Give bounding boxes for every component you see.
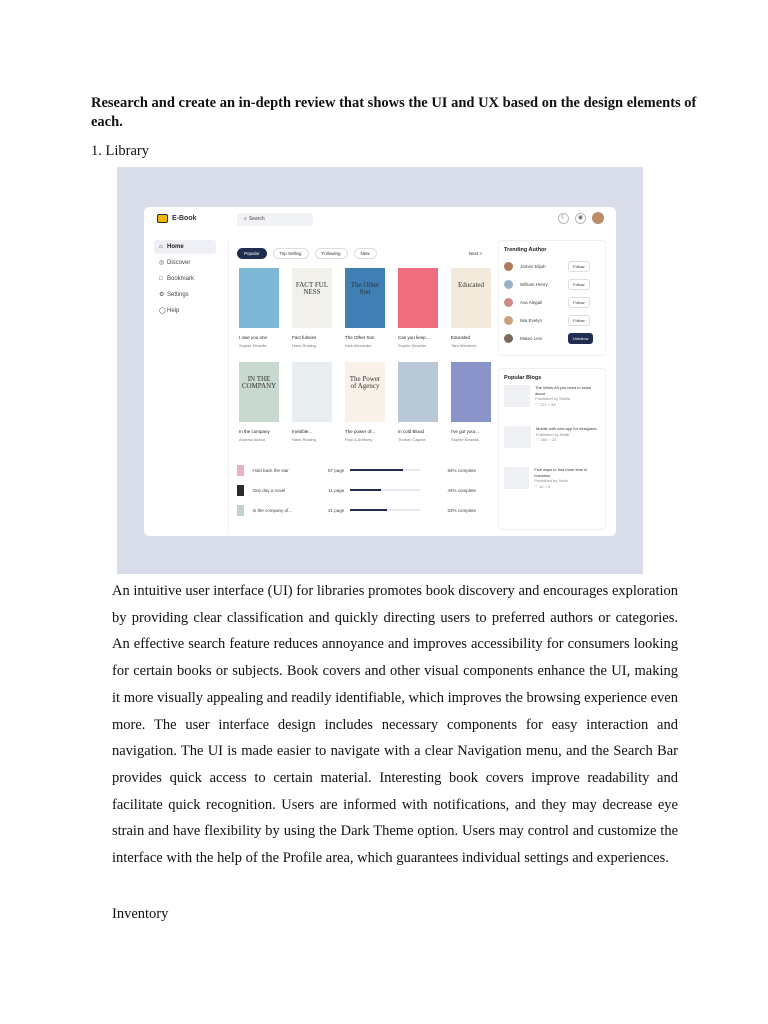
blog-text [536, 426, 596, 463]
blog-title: The Week All you need to know about [535, 385, 592, 396]
blog-stats: ♡ 122 ○ 44 [535, 401, 556, 407]
author-avatar [504, 262, 513, 271]
author-avatar [504, 316, 513, 325]
progress-title: Hold back the star [252, 467, 289, 473]
book-cover[interactable] [451, 268, 491, 328]
blog-thumbnail [504, 385, 530, 407]
unfollow-button[interactable]: Unfollow [568, 333, 593, 344]
blog-author: Published by Sonic [534, 478, 569, 483]
help-icon: ◯ [159, 308, 166, 314]
book-title: In the company [239, 429, 270, 434]
follow-button[interactable]: Follow [568, 297, 590, 308]
book-title: Fact fulness [292, 335, 317, 340]
author-name: James Elijah [520, 263, 546, 269]
blog-stats: ♡ 10 ○ 4 [534, 483, 551, 489]
book-card[interactable] [451, 268, 491, 348]
progress-fill [350, 489, 380, 491]
book-author: Sophie Kinsella [239, 343, 267, 348]
brand-name: E-Book [172, 215, 197, 222]
blog-item[interactable] [499, 422, 605, 463]
blog-stats: ♡ 160 ○ 22 [536, 437, 557, 442]
book-card[interactable] [239, 362, 279, 442]
book-author: Tara Westover [451, 343, 477, 348]
book-cover[interactable] [239, 362, 279, 422]
notification-bell-icon[interactable]: ◉ [575, 213, 586, 224]
book-title: Educated [451, 335, 471, 340]
next-button[interactable]: Next > [468, 251, 482, 256]
book-author: Andrew Author [239, 437, 266, 442]
category-tabs [237, 248, 377, 259]
popular-blogs-panel [498, 368, 606, 530]
book-card[interactable] [292, 268, 332, 348]
book-card[interactable] [345, 362, 385, 442]
book-cover[interactable] [292, 268, 332, 328]
author-list [499, 257, 605, 347]
author-row [499, 311, 605, 329]
progress-thumb [237, 465, 244, 476]
search-input[interactable]: ⌕ Search [237, 213, 313, 226]
book-cover[interactable] [398, 268, 438, 328]
progress-complete: 53% complete [447, 507, 477, 513]
progress-title: One day a novel [252, 487, 286, 493]
book-cover[interactable] [451, 362, 491, 422]
book-card[interactable] [239, 268, 279, 348]
sidebar-item-settings[interactable] [154, 288, 216, 302]
book-card[interactable] [398, 268, 438, 348]
blog-item[interactable] [499, 381, 605, 422]
blog-list [499, 381, 605, 504]
progress-fill [350, 469, 403, 471]
follow-button[interactable]: Follow [568, 315, 590, 326]
progress-thumb [237, 505, 244, 516]
book-row-2 [239, 362, 491, 442]
nav-label: Bookmark [167, 276, 195, 282]
library-screenshot-figure [117, 167, 643, 574]
cover-title: IN THE COMPANY [241, 375, 277, 390]
blog-author: Published by Malik [536, 431, 570, 437]
nav-label: Discover [167, 260, 191, 266]
sidebar-item-home[interactable] [154, 240, 216, 254]
tab-new[interactable]: New [354, 248, 377, 259]
blog-title: Mobile with new app for designers [536, 426, 597, 431]
trending-author-title: Trending Author [504, 247, 547, 253]
book-card[interactable] [451, 362, 491, 442]
gear-icon: ⚙ [159, 292, 165, 298]
book-cover[interactable] [292, 362, 332, 422]
review-paragraph: An intuitive user interface (UI) for libraries promotes book discovery and encourages exploration by providing clear classification and quickly directing users to preferred authors or categories. An effective search feature reduces annoyance and improves accessibility for consumers looking for certain books or subjects. Book covers and other visual components enhance the UI, making it more visually appealing and readily identifiable, which improves the browsing experience even more. The user interface design includes necessary components for easy interaction and navigation. The UI is made easier to navigate with a clear Navigation menu, and the Search Bar provides quick access to certain material. Interesting book covers improve readability and facilitate quick recognition. Users are informed with notifications, and they may decrease eye strain and have flexibility by using the Dark Theme option. Users may control and customize the interface with the help of the Profile area, which guarantees individual settings and experiences. [112, 583, 678, 867]
book-cover[interactable] [239, 268, 279, 328]
progress-pages: 31 page [327, 507, 345, 513]
book-author: Nick Alexander [345, 343, 372, 348]
blog-text [534, 467, 600, 504]
inventory-heading: Inventory [112, 906, 169, 922]
bookmark-icon: □ [159, 276, 163, 282]
nav-label: Settings [167, 292, 189, 298]
section-title: 1. Library [91, 143, 149, 159]
home-icon: ⌂ [159, 244, 163, 250]
main-panel [228, 240, 492, 530]
book-author: Sophie Kinsella [451, 437, 479, 442]
progress-title: In the company of... [252, 507, 293, 513]
author-row [499, 257, 605, 275]
author-row [499, 329, 605, 347]
progress-row[interactable] [237, 462, 485, 478]
book-title: In cold Blood [398, 429, 425, 434]
progress-pages: 57 page [327, 467, 345, 473]
tab-top-selling[interactable]: Top Selling [273, 248, 309, 259]
nav-label: Help [167, 308, 180, 314]
cover-title: The Power of Agency [349, 375, 381, 390]
blog-item[interactable] [499, 463, 605, 504]
book-title: Invisible... [292, 429, 313, 434]
author-name: Ava Abigail [520, 299, 543, 305]
book-author: Sophie Kinsella [398, 343, 426, 348]
book-cover[interactable] [398, 362, 438, 422]
book-card[interactable] [345, 268, 385, 348]
profile-avatar[interactable] [592, 212, 604, 224]
book-title: The power of... [345, 429, 376, 434]
author-avatar [504, 280, 513, 289]
progress-complete: 84% complete [447, 467, 477, 473]
book-card[interactable] [292, 362, 332, 442]
nav-label: Home [167, 244, 184, 250]
sidebar-nav [154, 240, 216, 320]
sidebar-item-help[interactable] [154, 304, 216, 318]
book-logo-icon [157, 214, 168, 223]
sidebar-item-bookmark[interactable] [154, 272, 216, 286]
book-card[interactable] [398, 362, 438, 442]
author-avatar [504, 334, 513, 343]
book-title: Can you keep... [398, 335, 430, 340]
progress-pages: 11 page [328, 487, 345, 493]
book-author: Hans Rosling [292, 437, 316, 442]
progress-complete: 44% complete [447, 487, 477, 493]
tab-following[interactable]: Following [315, 248, 348, 259]
top-icons [558, 212, 604, 224]
document-heading: Research and create an in-depth review that shows the UI and UX based on the design elements of each. [91, 95, 697, 130]
book-author: Hans Rosling [292, 343, 316, 348]
book-cover[interactable] [345, 268, 385, 328]
book-row-1 [239, 268, 491, 348]
progress-bar [350, 509, 419, 511]
cover-title: Educated [457, 281, 485, 289]
author-name: Mia Evelyn [520, 317, 543, 323]
compass-icon: ◎ [159, 260, 165, 266]
app-logo[interactable] [157, 214, 197, 223]
book-author: Paul & Anthony [345, 437, 373, 442]
follow-button[interactable]: Follow [568, 279, 590, 290]
cover-title: FACT FUL NESS [295, 281, 329, 296]
author-avatar [504, 298, 513, 307]
author-name: Mateo Levi [520, 335, 543, 341]
blog-thumbnail [504, 426, 531, 448]
right-column [498, 240, 606, 530]
book-cover[interactable] [345, 362, 385, 422]
book-title: I've got your... [451, 429, 479, 434]
progress-row[interactable] [237, 482, 485, 498]
cover-title: The Other Son [350, 281, 380, 296]
book-author: Truman Capote [398, 437, 426, 442]
ebook-app-window [144, 207, 616, 536]
progress-row[interactable] [237, 502, 485, 518]
blog-thumbnail [504, 467, 529, 489]
progress-thumb [237, 485, 244, 496]
follow-button[interactable]: Follow [568, 261, 590, 272]
progress-bar [350, 489, 419, 491]
sidebar-item-discover[interactable] [154, 256, 216, 270]
blog-text [535, 385, 600, 422]
tab-popular[interactable]: Popular [237, 248, 267, 259]
author-row [499, 275, 605, 293]
progress-fill [350, 509, 387, 511]
author-row [499, 293, 605, 311]
dark-theme-icon[interactable]: ☾ [558, 213, 569, 224]
book-title: I owe you one [239, 335, 268, 340]
blog-title: Five ways to find more time in business [534, 467, 588, 478]
trending-author-panel [498, 240, 606, 356]
popular-blogs-title: Popular Blogs [504, 375, 542, 381]
blog-author: Published by Sheila [535, 396, 571, 401]
author-name: William Henry [520, 281, 548, 287]
progress-bar [350, 469, 419, 471]
book-title: The Other Son [345, 335, 375, 340]
